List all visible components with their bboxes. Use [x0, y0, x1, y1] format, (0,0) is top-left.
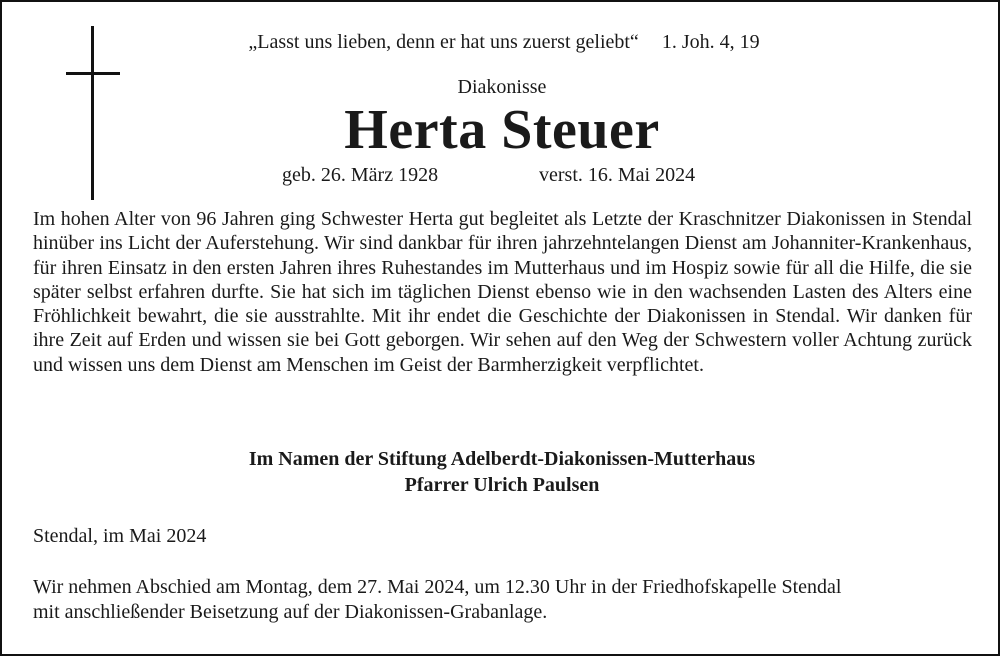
deceased-title: Diakonisse — [457, 76, 547, 98]
bible-verse — [2, 29, 1000, 55]
place-and-date: Stendal, im Mai 2024 — [33, 525, 207, 547]
signature-block — [2, 446, 1000, 498]
funeral-notice — [33, 575, 978, 624]
deceased-name: Herta Steuer — [344, 99, 660, 161]
death-date: verst. 16. Mai 2024 — [539, 164, 696, 186]
funeral-notice-line-1: Wir nehmen Abschied am Montag, dem 27. Mai 2024, um 12.30 Uhr in der Friedhofskapelle Stendal — [33, 576, 842, 598]
birth-date: geb. 26. März 1928 — [282, 164, 439, 186]
verse-quote: „Lasst uns lieben, denn er hat uns zuerst geliebt“ — [248, 31, 639, 53]
funeral-notice-line-2: mit anschließender Beisetzung auf der Diakonissen-Grabanlage. — [33, 600, 548, 623]
obituary-body-text: Im hohen Alter von 96 Jahren ging Schwester Herta gut begleitet als Letzte der Kraschnitzer Diakonissen in Stendal hinüber ins Licht der Auferstehung. Wir sind dankbar für ihren jahrzehntelangen Dienst am Johanniter-Krankenhaus, für ihren Einsatz in den ersten Jahren ihres Ruhestandes im Mutterhaus und im Hospiz sowie für all die Hilfe, die sie später selbst erfahren durfte. Sie hat sich im täglichen Dienst ebenso wie in den wachsenden Lasten des Alters eine Fröhlichkeit bewahrt, die sie ausstrahlte. Mit ihr endet die Geschichte der Diakonissen in Stendal. Wir danken für ihre Zeit auf Erden und wissen sie bei Gott geborgen. Wir sehen auf den Weg der Schwestern voller Achtung zurück und wissen uns dem Dienst am Menschen im Geist der Barmherzigkeit verpflichtet. — [33, 208, 972, 376]
verse-reference: 1. Joh. 4, 19 — [661, 31, 760, 53]
signature-person: Pfarrer Ulrich Paulsen — [404, 474, 600, 496]
signature-organization: Im Namen der Stiftung Adelberdt-Diakonissen-Mutterhaus — [248, 448, 756, 470]
